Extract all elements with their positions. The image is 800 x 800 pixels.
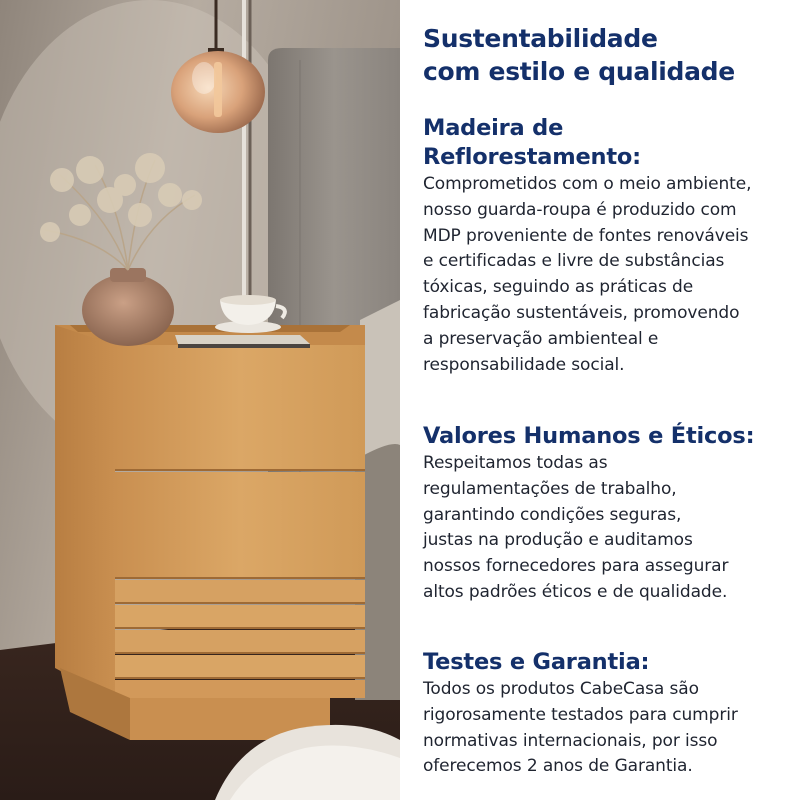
body-line: Todos os produtos CabeCasa são — [423, 679, 699, 699]
title-line: Reflorestamento: — [423, 144, 641, 170]
title-line: Madeira de — [423, 115, 564, 141]
title-line: Testes e Garantia: — [423, 649, 650, 675]
body-line: responsabilidade social. — [423, 354, 625, 375]
body-line: rigorosamente testados para cumprir — [423, 704, 738, 725]
body-line: nossos fornecedores para assegurar — [423, 556, 729, 577]
headline-line-2: com estilo e qualidade — [423, 57, 735, 86]
section-title — [423, 114, 795, 172]
body-line: oferecemos 2 anos de Garantia. — [423, 756, 693, 777]
section-title — [423, 648, 795, 677]
headline-line-1: Sustentabilidade — [423, 24, 658, 53]
section-reforestation — [423, 114, 795, 378]
section-body — [423, 451, 795, 606]
text-column — [423, 22, 795, 777]
body-line: justas na produção e auditamos — [423, 530, 693, 551]
body-line: tóxicas, seguindo as práticas de — [423, 277, 694, 298]
body-line: nosso guarda-roupa é produzido com — [423, 199, 737, 220]
body-line: regulamentações de trabalho, — [423, 478, 677, 499]
page-headline — [423, 22, 795, 88]
section-tests-warranty — [423, 648, 795, 780]
body-line: MDP proveniente de fontes renováveis — [423, 225, 749, 246]
body-line: Respeitamos todas as — [423, 453, 608, 473]
body-line: normativas internacionais, por isso — [423, 730, 718, 751]
body-line: garantindo condições seguras, — [423, 504, 682, 525]
body-line: a preservação ambienteal e — [423, 328, 659, 349]
section-human-values — [423, 422, 795, 606]
section-title — [423, 422, 795, 451]
section-body — [423, 677, 795, 780]
body-line: Comprometidos com o meio ambiente, — [423, 174, 752, 194]
section-body — [423, 172, 795, 378]
body-line: fabricação sustentáveis, promovendo — [423, 302, 740, 323]
body-line: e certificadas e livre de substâncias — [423, 251, 725, 272]
title-line: Valores Humanos e Éticos: — [423, 423, 755, 449]
body-line: altos padrões éticos e de qualidade. — [423, 581, 728, 602]
